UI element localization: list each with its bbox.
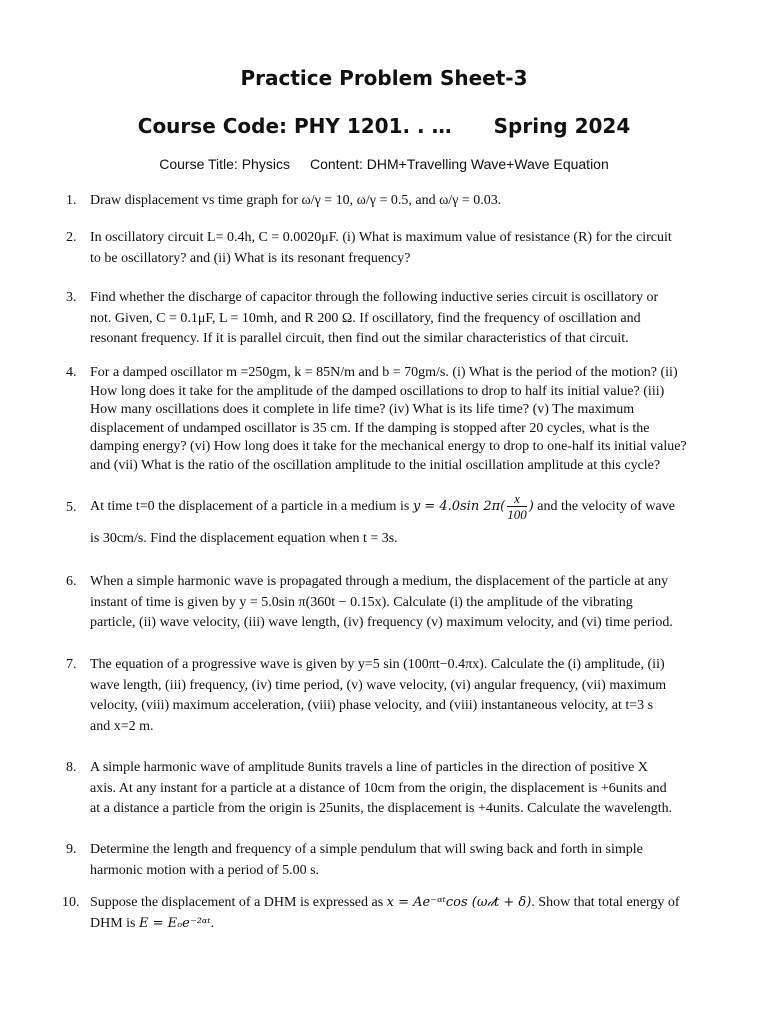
- question-2: [66, 228, 724, 269]
- question-3: [66, 288, 724, 350]
- question-number: 2.: [66, 230, 77, 245]
- question-text: Suppose the displacement of a DHM is expressed as: [90, 895, 384, 910]
- question-number: 4.: [66, 365, 77, 380]
- question-number: 9.: [66, 842, 77, 857]
- question-text: How long does it take for the amplitude of the damped oscillations to drop to half its initial value? (iii): [90, 383, 665, 399]
- page-title: Practice Problem Sheet-3: [240, 66, 528, 90]
- question-text: and the velocity of wave: [537, 499, 675, 514]
- question-4: [66, 364, 724, 476]
- question-text: When a simple harmonic wave is propagated through a medium, the displacement of the particle at any: [90, 574, 669, 589]
- question-text: damping energy? (vi) How long does it take for the mechanical energy to drop to one-half its initial value?: [90, 439, 687, 455]
- question-text: not. Given, C = 0.1μF, L = 10mh, and R 200 Ω. If oscillatory, find the frequency of oscillation and: [90, 310, 641, 326]
- question-text: Determine the length and frequency of a simple pendulum that will swing back and forth in simple: [90, 842, 643, 857]
- question-number: 8.: [66, 760, 77, 775]
- question-6: [66, 572, 724, 634]
- fraction-numerator: x: [514, 490, 520, 506]
- question-text: wave length, (iii) frequency, (iv) time period, (v) wave velocity, (vi) angular frequency, (vii) maximum: [90, 677, 667, 693]
- question-5: [66, 490, 724, 550]
- course-code: Course Code: PHY 1201. . …: [137, 114, 452, 138]
- course-content: Content: DHM+Travelling Wave+Wave Equation: [309, 156, 609, 172]
- question-text: and x=2 m.: [90, 718, 154, 734]
- question-1: [66, 191, 724, 212]
- question-8: [66, 758, 724, 820]
- question-number: 7.: [66, 657, 77, 672]
- question-text: How many oscillations does it complete in life time? (iv) What is its life time? (v) The maximum: [90, 402, 635, 418]
- question-number: 10.: [62, 895, 80, 910]
- question-text: to be oscillatory? and (ii) What is its resonant frequency?: [90, 250, 411, 266]
- semester: Spring 2024: [493, 114, 631, 138]
- course-subtitle: [0, 156, 768, 172]
- question-text: The equation of a progressive wave is given by y=5 sin (100πt−0.4πx). Calculate the (i) amplitude, (ii): [90, 657, 665, 672]
- question-number: 6.: [66, 574, 77, 589]
- equation-part: y = 4.0sin 2π(: [412, 499, 506, 514]
- question-text-line: [90, 893, 724, 914]
- question-number: 1.: [66, 193, 77, 208]
- question-text: resonant frequency. If it is parallel circuit, then find out the similar characteristics of that circuit.: [90, 331, 629, 346]
- question-text: velocity, (viii) maximum acceleration, (viii) phase velocity, and (viii) instantaneous velocity, at t=3 s: [90, 698, 654, 713]
- question-text: instant of time is given by y = 5.0sin π(360t − 0.15x). Calculate (i) the amplitude of the vibrating: [90, 594, 633, 610]
- question-text-line: [90, 914, 724, 935]
- question-text: and (vii) What is the ratio of the oscillation amplitude to the initial oscillation amplitude at this cycle?: [90, 457, 661, 473]
- question-number: 5.: [66, 500, 77, 515]
- question-text: Find whether the discharge of capacitor through the following inductive series circuit is oscillatory or: [90, 290, 659, 305]
- question-text: At time t=0 the displacement of a particle in a medium is: [90, 499, 410, 514]
- question-text: axis. At any instant for a particle at a distance of 10cm from the origin, the displacement is +6units and: [90, 780, 667, 796]
- question-text-line: [90, 490, 724, 524]
- question-text: .: [210, 915, 215, 931]
- course-code-line: [0, 114, 768, 138]
- question-10: [62, 893, 724, 934]
- course-title: Course Title: Physics: [159, 156, 290, 172]
- question-text: Draw displacement vs time graph for ω/γ = 10, ω/γ = 0.5, and ω/γ = 0.03.: [90, 193, 502, 208]
- fraction: [507, 492, 527, 522]
- displacement-equation: [412, 490, 534, 522]
- question-text: . Show that total energy of: [531, 895, 680, 910]
- question-text: particle, (ii) wave velocity, (iii) wave length, (iv) frequency (v) maximum velocity, and (vi) time period.: [90, 615, 673, 630]
- displacement-equation: x = Ae⁻ᵅᵗcos (ω𝒹t + δ): [386, 895, 532, 910]
- question-7: [66, 655, 724, 737]
- question-text: A simple harmonic wave of amplitude 8units travels a line of particles in the direction of positive X: [90, 760, 648, 775]
- question-text: In oscillatory circuit L= 0.4h, C = 0.0020μF. (i) What is maximum value of resistance (R) for the circuit: [90, 230, 672, 245]
- question-number: 3.: [66, 290, 77, 305]
- energy-equation: E = Eₒe⁻²ᵅᵗ: [139, 915, 211, 931]
- question-text: DHM is: [90, 915, 136, 931]
- question-text: at a distance a particle from the origin is 25units, the displacement is +4units. Calculate the wavelength.: [90, 801, 673, 816]
- question-text: is 30cm/s. Find the displacement equation when t = 3s.: [90, 531, 398, 546]
- question-text: displacement of undamped oscillator is 35 cm. If the damping is stopped after 20 cycles, what is the: [90, 420, 650, 436]
- question-text: harmonic motion with a period of 5.00 s.: [90, 862, 320, 878]
- question-9: [66, 840, 724, 881]
- question-text: For a damped oscillator m =250gm, k = 85N/m and b = 70gm/s. (i) What is the period of the motion? (ii): [90, 365, 678, 380]
- equation-part: ): [528, 499, 534, 514]
- fraction-denominator: 100: [507, 506, 527, 522]
